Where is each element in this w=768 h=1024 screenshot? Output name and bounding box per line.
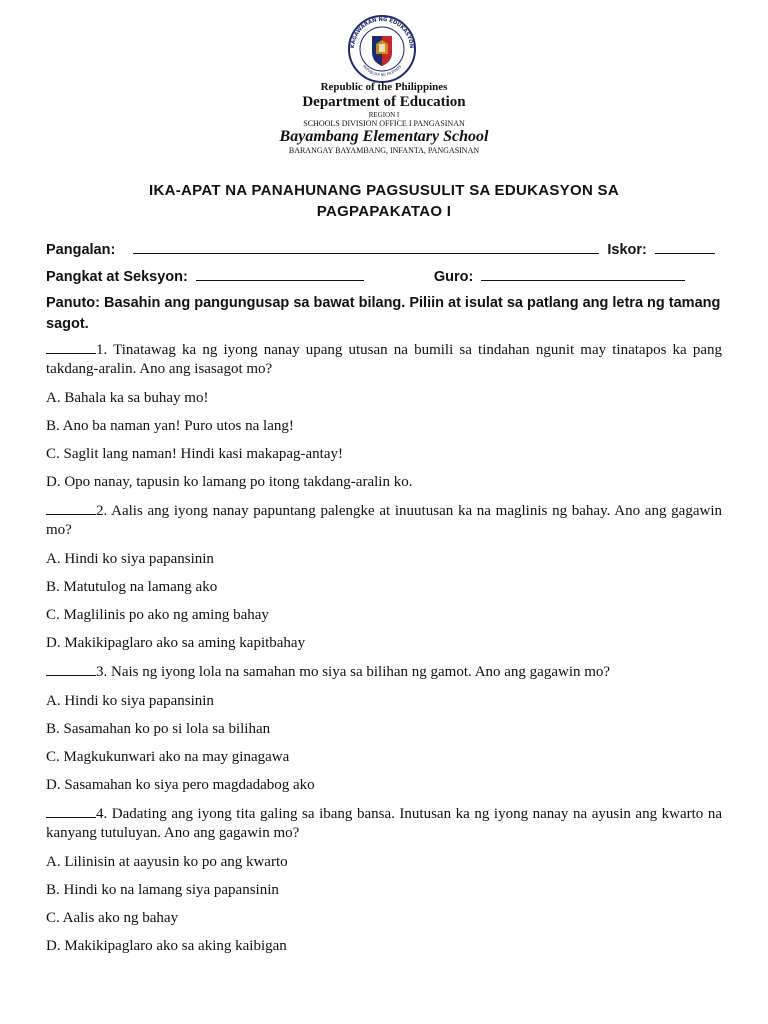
question-text: 2. Aalis ang iyong nanay papuntang palengke at inuutusan ka na maglinis ng bahay. Ano ang gagawin mo? (46, 503, 722, 538)
exam-title-line2: PAGPAPAKATAO I (316, 203, 452, 220)
option-d: D. Opo nanay, tapusin ko lamang po itong takdang-aralin ko. (46, 474, 413, 490)
answer-blank-2[interactable] (46, 501, 96, 515)
question-4 (46, 804, 722, 956)
option-b: B. Ano ba naman yan! Puro utos na lang! (46, 418, 294, 434)
option-c: C. Magkukunwari ako na may ginagawa (46, 749, 290, 765)
teacher-field[interactable] (481, 266, 685, 281)
option-d: D. Sasamahan ko siya pero magdadabog ako (46, 777, 315, 793)
option-d: D. Makikipaglaro ako sa aking kaibigan (46, 938, 287, 954)
seal-bottom-text: REPUBLIKA NG PILIPINAS (361, 64, 403, 78)
instructions: Panuto: Basahin ang pangungusap sa bawat bilang. Piliin at isulat sa patlang ang letra ng tamang sagot. (46, 295, 721, 332)
header-address: BARANGAY BAYAMBANG, INFANTA, PANGASINAN (288, 146, 480, 155)
name-label: Pangalan: (46, 242, 116, 258)
exam-title-line1: IKA-APAT NA PANAHUNANG PAGSUSULIT SA EDUKASYON SA (149, 182, 619, 199)
option-c: C. Maglilinis po ako ng aming bahay (46, 607, 269, 623)
deped-seal-icon (340, 14, 424, 84)
header-region: REGION I (368, 111, 400, 119)
question-2 (46, 501, 722, 653)
header-division: SCHOOLS DIVISION OFFICE I PANGASINAN (303, 119, 465, 128)
header-school: Bayambang Elementary School (279, 128, 489, 145)
option-a: A. Bahala ka sa buhay mo! (46, 390, 209, 406)
seal-top-text: KAGAWARAN NG EDUKASYON (349, 16, 415, 49)
answer-blank-3[interactable] (46, 662, 96, 676)
section-label: Pangkat at Seksyon: (46, 269, 188, 285)
option-a: A. Lilinisin at aayusin ko po ang kwarto (46, 854, 288, 870)
question-1 (46, 340, 722, 492)
question-text: 3. Nais ng iyong lola na samahan mo siya sa bilihan ng gamot. Ano ang gagawin mo? (96, 664, 611, 680)
option-a: A. Hindi ko siya papansinin (46, 551, 214, 567)
option-b: B. Matutulog na lamang ako (46, 579, 218, 595)
score-label: Iskor: (607, 242, 647, 258)
option-a: A. Hindi ko siya papansinin (46, 693, 214, 709)
option-c: C. Saglit lang naman! Hindi kasi makapag-antay! (46, 446, 344, 462)
section-field[interactable] (196, 266, 364, 281)
answer-blank-1[interactable] (46, 340, 96, 354)
answer-blank-4[interactable] (46, 804, 96, 818)
question-text: 4. Dadating ang iyong tita galing sa ibang bansa. Inutusan ka ng iyong nanay na ayusin ang kwarto na kanyang tutuluyan. Ano ang gagawin mo? (46, 806, 722, 841)
header-department: Department of Education (302, 94, 466, 110)
questions (46, 340, 722, 965)
name-score-row (46, 239, 715, 258)
option-c: C. Aalis ako ng bahay (46, 910, 179, 926)
option-b: B. Hindi ko na lamang siya papansinin (46, 882, 279, 898)
question-text: 1. Tinatawag ka ng iyong nanay upang utusan na bumili sa tindahan ngunit may tinatapos ka pang takdang-aralin. Ano ang isasagot mo? (46, 342, 722, 377)
score-field[interactable] (655, 239, 715, 254)
option-b: B. Sasamahan ko po si lola sa bilihan (46, 721, 271, 737)
exam-title (60, 180, 708, 222)
header-republic: Republic of the Philippines (320, 81, 448, 93)
teacher-label: Guro: (433, 269, 474, 285)
section-teacher-row (46, 266, 685, 285)
option-d: D. Makikipaglaro ako sa aming kapitbahay (46, 635, 306, 651)
name-field[interactable] (133, 239, 599, 254)
question-3 (46, 662, 722, 795)
